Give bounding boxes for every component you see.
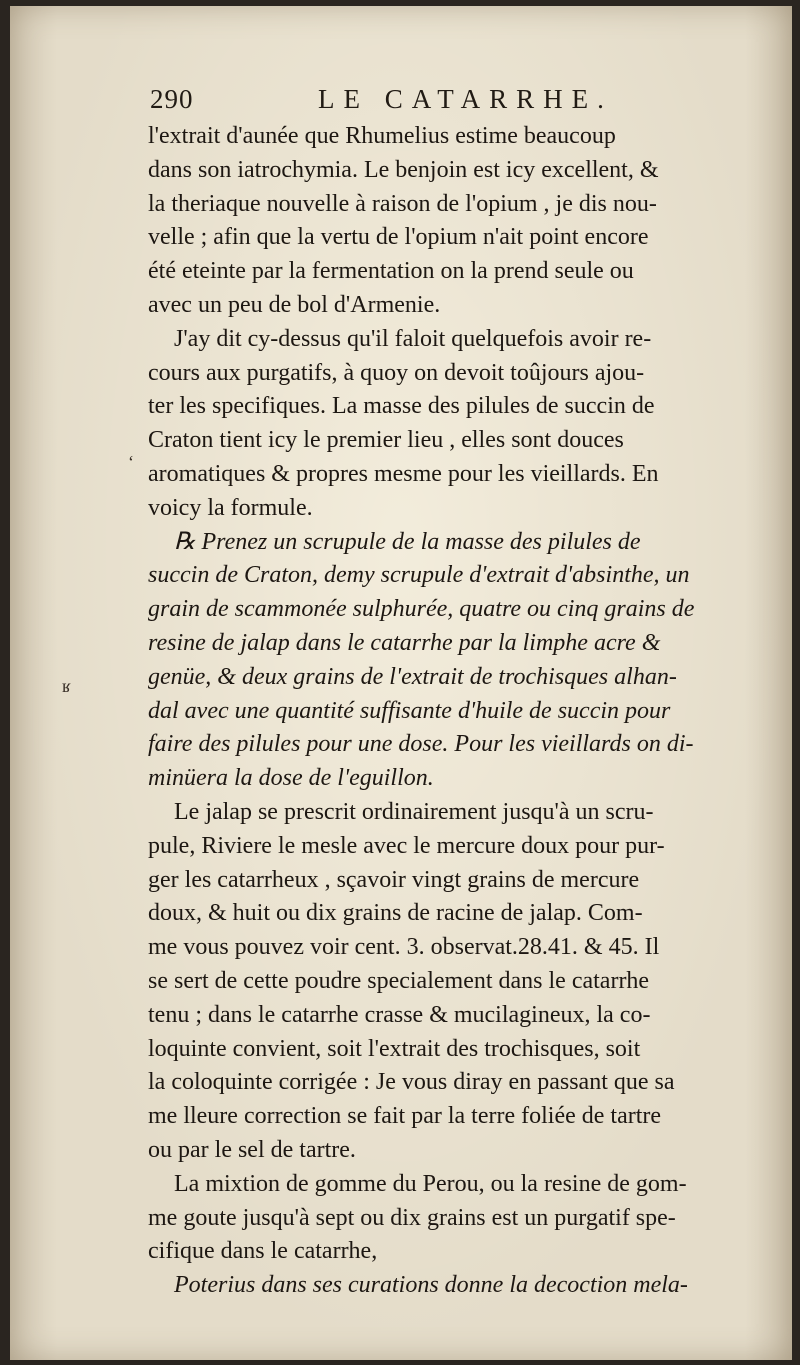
text-line: La mixtion de gomme du Perou, ou la resine de gom- <box>174 1170 687 1197</box>
text-line: me lleure correction se fait par la terre foliée de tartre <box>148 1103 662 1130</box>
text-line: été eteinte par la fermentation on la prend seule ou <box>148 258 634 285</box>
running-title: LE CATARRHE. <box>318 84 613 114</box>
text-line: tenu ; dans le catarrhe crasse & mucilagineux, la co- <box>148 1001 651 1028</box>
text-line: me vous pouvez voir cent. 3. observat.28.41. & 45. Il <box>148 934 660 961</box>
text-line: l'extrait d'aunée que Rhumelius estime beaucoup <box>148 123 616 149</box>
text-line: me goute jusqu'à sept ou dix grains est un purgatif spe- <box>148 1204 676 1231</box>
text-line: succin de Craton, demy scrupule d'extrait d'absinthe, un <box>148 562 690 589</box>
margin-mark: ʻ <box>128 452 134 472</box>
text-line: la coloquinte corrigée : Je vous diray en passant que sa <box>148 1069 675 1096</box>
text-line: Le jalap se prescrit ordinairement jusqu'à un scru- <box>174 798 654 825</box>
text-line: grain de scammonée sulphurée, quatre ou cinq grains de <box>148 596 695 623</box>
text-line: Poterius dans ses curations donne la decoction mela- <box>174 1272 688 1299</box>
text-line: doux, & huit ou dix grains de racine de jalap. Com- <box>148 900 643 927</box>
text-line: ℞ Prenez un scrupule de la masse des pilules de <box>174 528 641 555</box>
body-text <box>148 120 778 1303</box>
page-number: 290 <box>150 84 194 114</box>
text-line: loquinte convient, soit l'extrait des trochisques, soit <box>148 1035 641 1062</box>
text-line: J'ay dit cy-dessus qu'il faloit quelquefois avoir re- <box>174 325 652 352</box>
text-line: Craton tient icy le premier lieu , elles sont douces <box>148 427 624 454</box>
text-line: ter les specifiques. La masse des pilules de succin de <box>148 393 655 420</box>
text-line: dal avec une quantité suffisante d'huile de succin pour <box>148 697 671 724</box>
text-line: voicy la formule. <box>148 494 313 521</box>
text-line: minüera la dose de l'eguillon. <box>148 765 434 792</box>
text-line: la theriaque nouvelle à raison de l'opium , je dis nou- <box>148 190 657 217</box>
text-line: se sert de cette poudre specialement dans le catarrhe <box>148 967 650 994</box>
text-line: cifique dans le catarrhe, <box>148 1238 378 1265</box>
text-line: avec un peu de bol d'Armenie. <box>148 291 441 318</box>
text-line: faire des pilules pour une dose. Pour les vieillards on di- <box>148 731 694 758</box>
page-header <box>150 84 770 120</box>
margin-mark: ʁ <box>62 676 71 696</box>
text-line: resine de jalap dans le catarrhe par la limphe acre & <box>148 629 661 656</box>
text-line: genüe, & deux grains de l'extrait de trochisques alhan- <box>148 663 677 690</box>
text-line: cours aux purgatifs, à quoy on devoit toûjours ajou- <box>148 359 645 386</box>
text-line: pule, Riviere le mesle avec le mercure doux pour pur- <box>148 832 665 859</box>
text-line: aromatiques & propres mesme pour les vieillards. En <box>148 460 659 487</box>
text-line: ou par le sel de tartre. <box>148 1136 356 1163</box>
text-line: velle ; afin que la vertu de l'opium n'ait point encore <box>148 224 649 251</box>
text-line: dans son iatrochymia. Le benjoin est icy excellent, & <box>148 156 659 183</box>
text-line: ger les catarrheux , sçavoir vingt grains de mercure <box>148 866 640 893</box>
